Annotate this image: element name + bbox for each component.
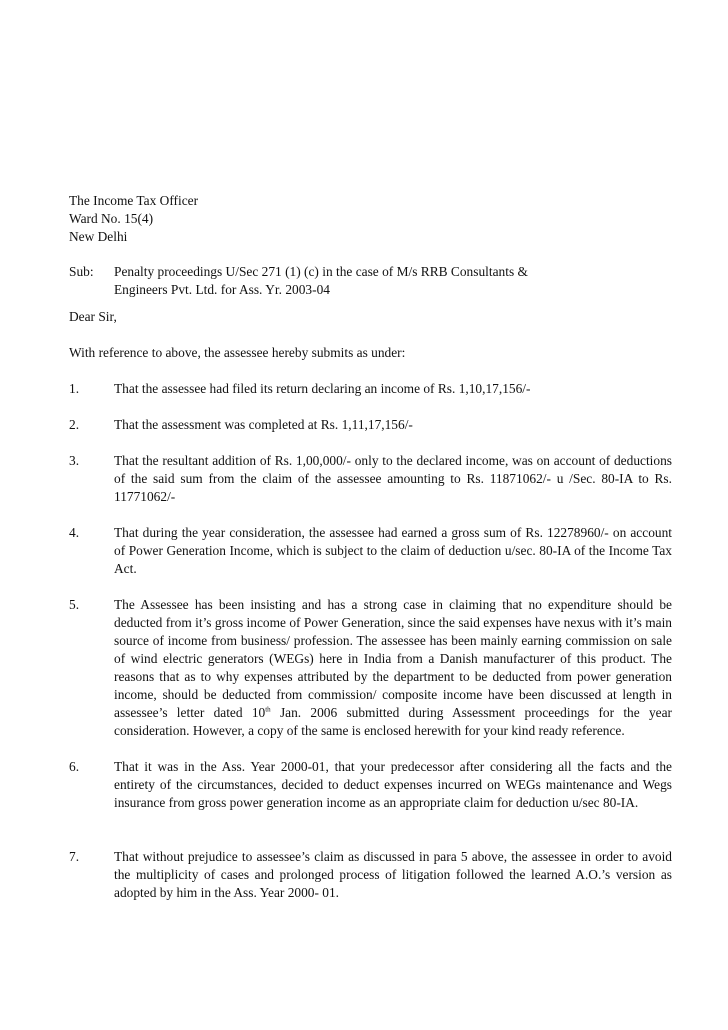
subject-text [114,263,679,299]
item-number: 7. [69,849,80,864]
salutation: Dear Sir, [69,309,117,324]
item-text: That without prejudice to assessee’s claim as discussed in para 5 above, the assessee in order to avoid the multiplicity of cases and prolonged process of litigation followed the learned A.O.’s version as adopted by him in the Ass. Year 2000- 01. [114,849,672,900]
address-line: Ward No. 15(4) [69,211,154,226]
subject-label: Sub: [69,264,94,279]
item-number: 2. [69,417,80,432]
intro-paragraph: With reference to above, the assessee hereby submits as under: [69,345,406,360]
item-number: 1. [69,381,80,396]
item-number: 3. [69,453,80,468]
recipient-address [69,192,198,246]
item-text: That the assessee had filed its return declaring an income of Rs. 1,10,17,156/- [114,381,531,396]
item-number: 5. [69,597,80,612]
address-line: New Delhi [69,229,128,244]
subject-line: Penalty proceedings U/Sec 271 (1) (c) in the case of M/s RRB Consultants & [114,264,528,279]
address-line: The Income Tax Officer [69,193,199,208]
item-number: 6. [69,759,80,774]
item-text [114,596,672,740]
item-text: That the assessment was completed at Rs. 1,11,17,156/- [114,417,413,432]
superscript: th [265,705,271,714]
item-text: That the resultant addition of Rs. 1,00,000/- only to the declared income, was on account of deductions of the said sum from the claim of the assessee amounting to Rs. 11871062/- u /Sec. 80-IA to Rs. 11771062/- [114,453,672,504]
item-text: That during the year consideration, the assessee had earned a gross sum of Rs. 12278960/- on account of Power Generation Income, which is subject to the claim of deduction u/sec. 80-IA of the Income Tax Act. [114,525,672,576]
item-number: 4. [69,525,80,540]
item-text-part: The Assessee has been insisting and has a strong case in claiming that no expenditure should be deducted from it’s gross income of Power Generation, since the said expenses have nexus with it’s main source of income from business/ profession. The assessee has been mainly earning commission on sale of wind electric generators (WEGs) here in India from a Danish manufacturer of this product. The reasons that as to why expenses attributed by the department to be deducted from power generation income, should be deducted from commission/ composite income have been discussed at length in assessee’s letter dated 10 [114,597,672,720]
subject-line: Engineers Pvt. Ltd. for Ass. Yr. 2003-04 [114,282,330,297]
item-text: That it was in the Ass. Year 2000-01, that your predecessor after considering all the facts and the entirety of the circumstances, decided to deduct expenses incurred on WEGs maintenance and Wegs insurance from gross power generation income as an appropriate claim for deduction u/sec 80-IA. [114,759,672,810]
item-text-part: Jan. 2006 submitted during Assessment proceedings for the year consideration. However, a copy of the same is enclosed herewith for your kind ready reference. [114,705,672,738]
